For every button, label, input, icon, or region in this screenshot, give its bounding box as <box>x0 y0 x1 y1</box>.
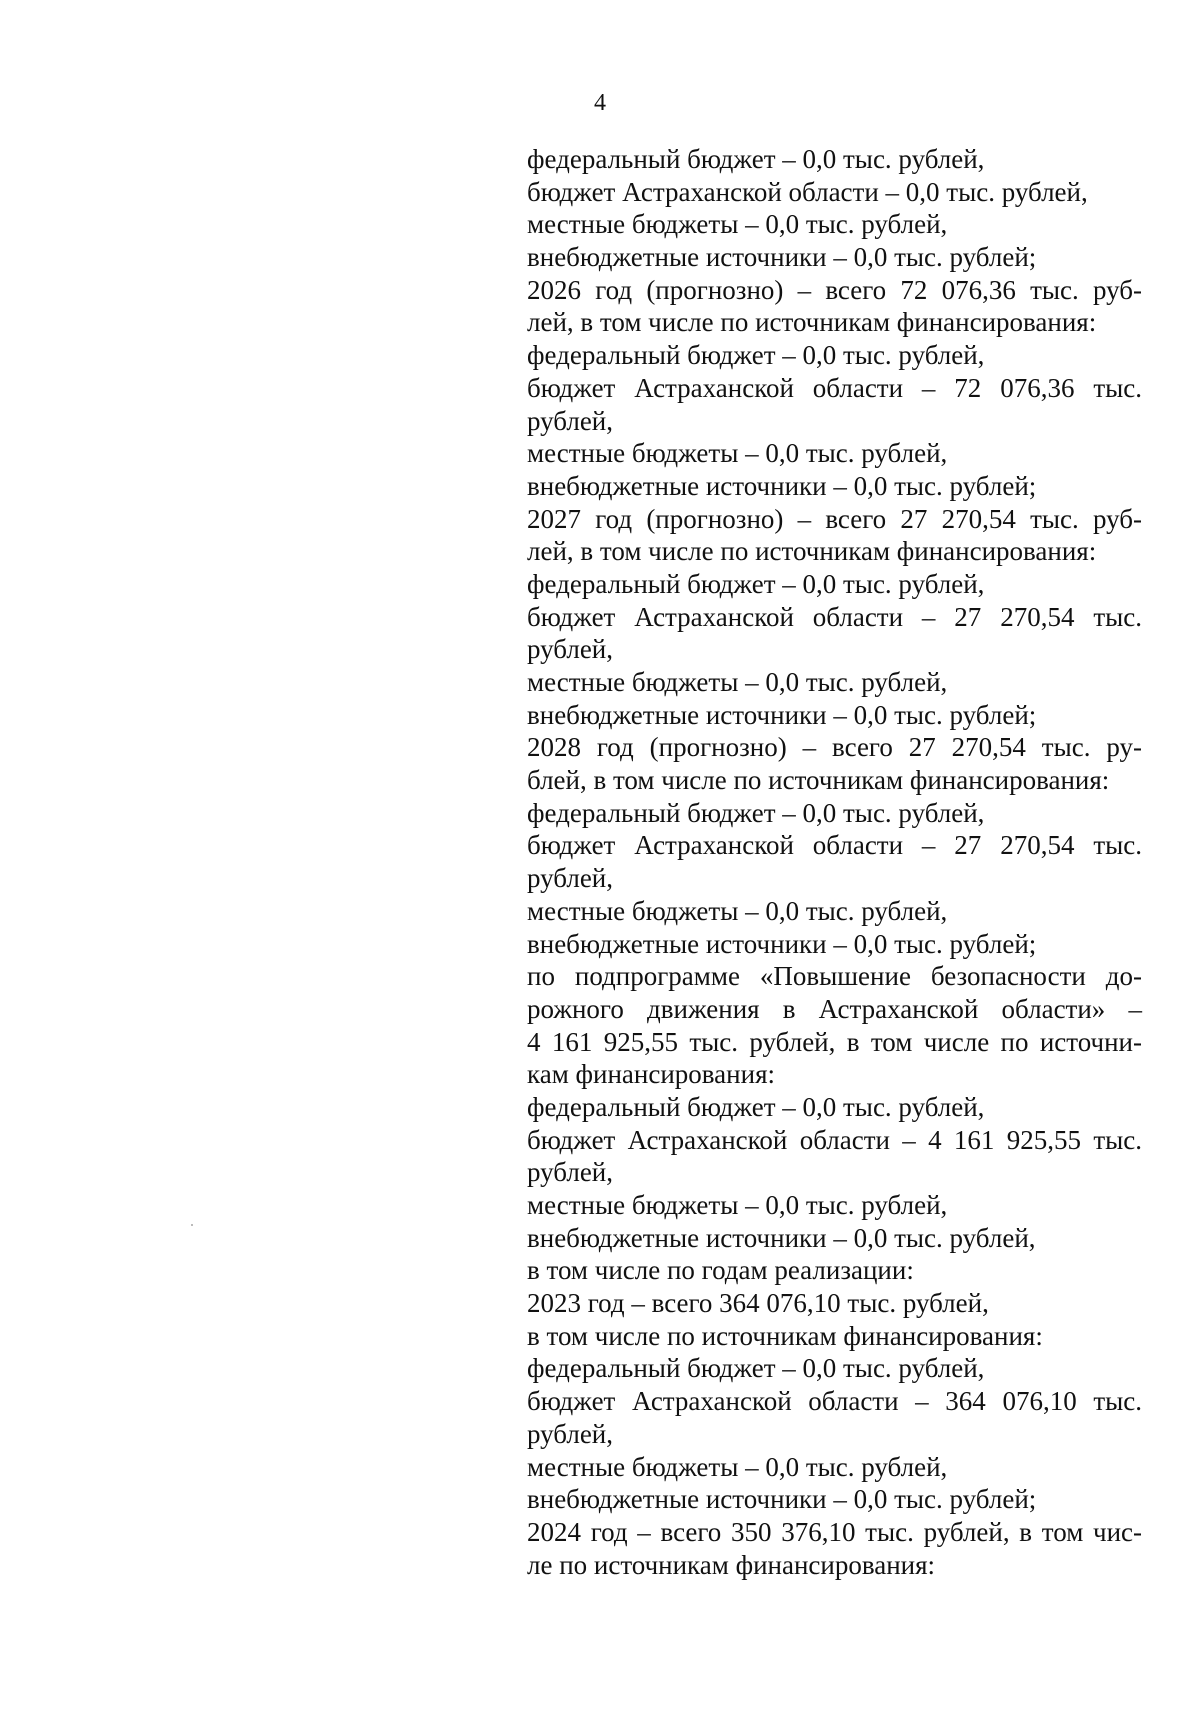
text-line: 2023 год – всего 364 076,10 тыс. рублей, <box>527 1288 989 1319</box>
text-line: федеральный бюджет – 0,0 тыс. рублей, <box>527 568 985 599</box>
text-line: федеральный бюджет – 0,0 тыс. рублей, <box>527 340 985 371</box>
text-line: ле по источникам финансирования: <box>527 1549 936 1580</box>
text-line: рублей, <box>527 1418 614 1449</box>
text-line: кам финансирования: <box>527 1059 775 1090</box>
text-line: лей, в том числе по источникам финансирования: <box>527 536 1097 567</box>
text-line: 2028 год (прогнозно) – всего 27 270,54 тыс. ру- <box>527 732 1142 763</box>
page-number: 4 <box>594 90 606 116</box>
text-line: по подпрограмме «Повышение безопасности до- <box>527 961 1142 992</box>
text-line: федеральный бюджет – 0,0 тыс. рублей, <box>527 797 985 828</box>
text-line: рублей, <box>527 405 614 436</box>
text-line: местные бюджеты – 0,0 тыс. рублей, <box>527 1451 948 1482</box>
scan-speck <box>191 1224 193 1226</box>
text-line: федеральный бюджет – 0,0 тыс. рублей, <box>527 1091 985 1122</box>
text-line: местные бюджеты – 0,0 тыс. рублей, <box>527 667 948 697</box>
text-line: 4 161 925,55 тыс. рублей, в том числе по источни- <box>527 1026 1142 1057</box>
text-line: внебюджетные источники – 0,0 тыс. рублей, <box>527 1222 1036 1253</box>
text-line: местные бюджеты – 0,0 тыс. рублей, <box>527 1190 948 1220</box>
text-line: бюджет Астраханской области – 4 161 925,55 тыс. <box>527 1124 1142 1155</box>
text-line: бюджет Астраханской области – 27 270,54 тыс. <box>527 830 1142 861</box>
text-line: рублей, <box>527 1157 614 1188</box>
text-line: внебюджетные источники – 0,0 тыс. рублей; <box>527 470 1037 501</box>
text-line: блей, в том числе по источникам финансирования: <box>527 765 1110 796</box>
text-line: местные бюджеты – 0,0 тыс. рублей, <box>527 895 948 926</box>
text-line: 2027 год (прогнозно) – всего 27 270,54 тыс. руб- <box>527 503 1142 534</box>
text-line: бюджет Астраханской области – 0,0 тыс. рублей, <box>527 176 1088 207</box>
text-line: в том числе по источникам финансирования: <box>527 1320 1043 1351</box>
text-line: рублей, <box>527 863 614 894</box>
text-line: бюджет Астраханской области – 364 076,10 тыс. <box>527 1386 1142 1417</box>
text-line: федеральный бюджет – 0,0 тыс. рублей, <box>527 1353 985 1384</box>
text-line: 2026 год (прогнозно) – всего 72 076,36 тыс. руб- <box>527 274 1142 305</box>
text-line: внебюджетные источники – 0,0 тыс. рублей; <box>527 928 1037 959</box>
text-line: местные бюджеты – 0,0 тыс. рублей, <box>527 209 948 240</box>
text-line: бюджет Астраханской области – 72 076,36 тыс. <box>527 372 1142 403</box>
text-line: лей, в том числе по источникам финансирования: <box>527 307 1097 338</box>
text-line: внебюджетные источники – 0,0 тыс. рублей; <box>527 242 1037 273</box>
text-line: 2024 год – всего 350 376,10 тыс. рублей, в том чис- <box>527 1516 1142 1547</box>
text-line: внебюджетные источники – 0,0 тыс. рублей; <box>527 699 1037 730</box>
text-line: бюджет Астраханской области – 27 270,54 тыс. <box>527 601 1142 632</box>
text-line: рожного движения в Астраханской области» – <box>527 993 1142 1024</box>
text-line: федеральный бюджет – 0,0 тыс. рублей, <box>527 144 985 174</box>
text-line: рублей, <box>527 634 614 665</box>
text-line: в том числе по годам реализации: <box>527 1255 914 1286</box>
text-line: внебюджетные источники – 0,0 тыс. рублей; <box>527 1484 1037 1515</box>
text-line: местные бюджеты – 0,0 тыс. рублей, <box>527 438 948 469</box>
document-body <box>527 143 1142 1581</box>
